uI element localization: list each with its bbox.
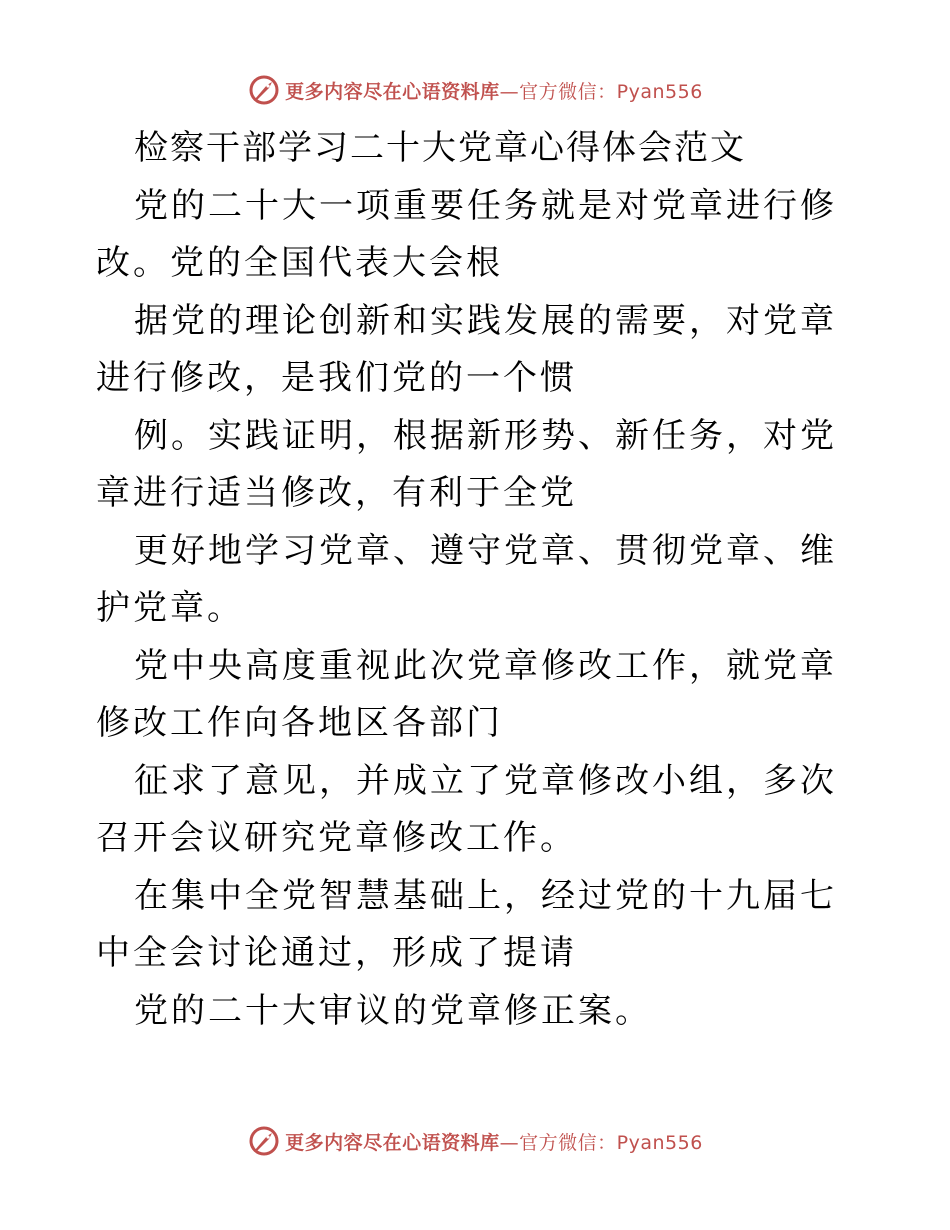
banner-contact-text: —官方微信：Pyan556 [499, 80, 703, 103]
paragraph: 更好地学习党章、遵守党章、贯彻党章、维护党章。 [96, 530, 837, 628]
pen-nib-logo-icon [247, 1124, 281, 1158]
paragraph: 征求了意见，并成立了党章修改小组，多次召开会议研究党章修改工作。 [96, 760, 837, 858]
paragraph: 党的二十大审议的党章修正案。 [134, 990, 652, 1031]
paragraph: 例。实践证明，根据新形势、新任务，对党章进行适当修改，有利于全党 [96, 415, 837, 513]
pen-nib-logo-icon [247, 73, 281, 107]
document-title: 检察干部学习二十大党章心得体会范文 [134, 128, 746, 168]
banner-text [285, 77, 703, 104]
paragraph: 据党的理论创新和实践发展的需要，对党章进行修改，是我们党的一个惯 [96, 300, 837, 398]
banner-text [285, 1128, 703, 1155]
banner-brand-text: 更多内容尽在心语资料库 [285, 80, 500, 103]
document-body [96, 120, 856, 1040]
banner-contact-text: —官方微信：Pyan556 [499, 1131, 703, 1154]
paragraph: 党的二十大一项重要任务就是对党章进行修改。党的全国代表大会根 [96, 185, 837, 283]
footer-banner [0, 1121, 950, 1161]
paragraph: 党中央高度重视此次党章修改工作，就党章修改工作向各地区各部门 [96, 645, 837, 743]
paragraph: 在集中全党智慧基础上，经过党的十九届七中全会讨论通过，形成了提请 [96, 875, 837, 973]
header-banner [0, 70, 950, 110]
banner-brand-text: 更多内容尽在心语资料库 [285, 1131, 500, 1154]
